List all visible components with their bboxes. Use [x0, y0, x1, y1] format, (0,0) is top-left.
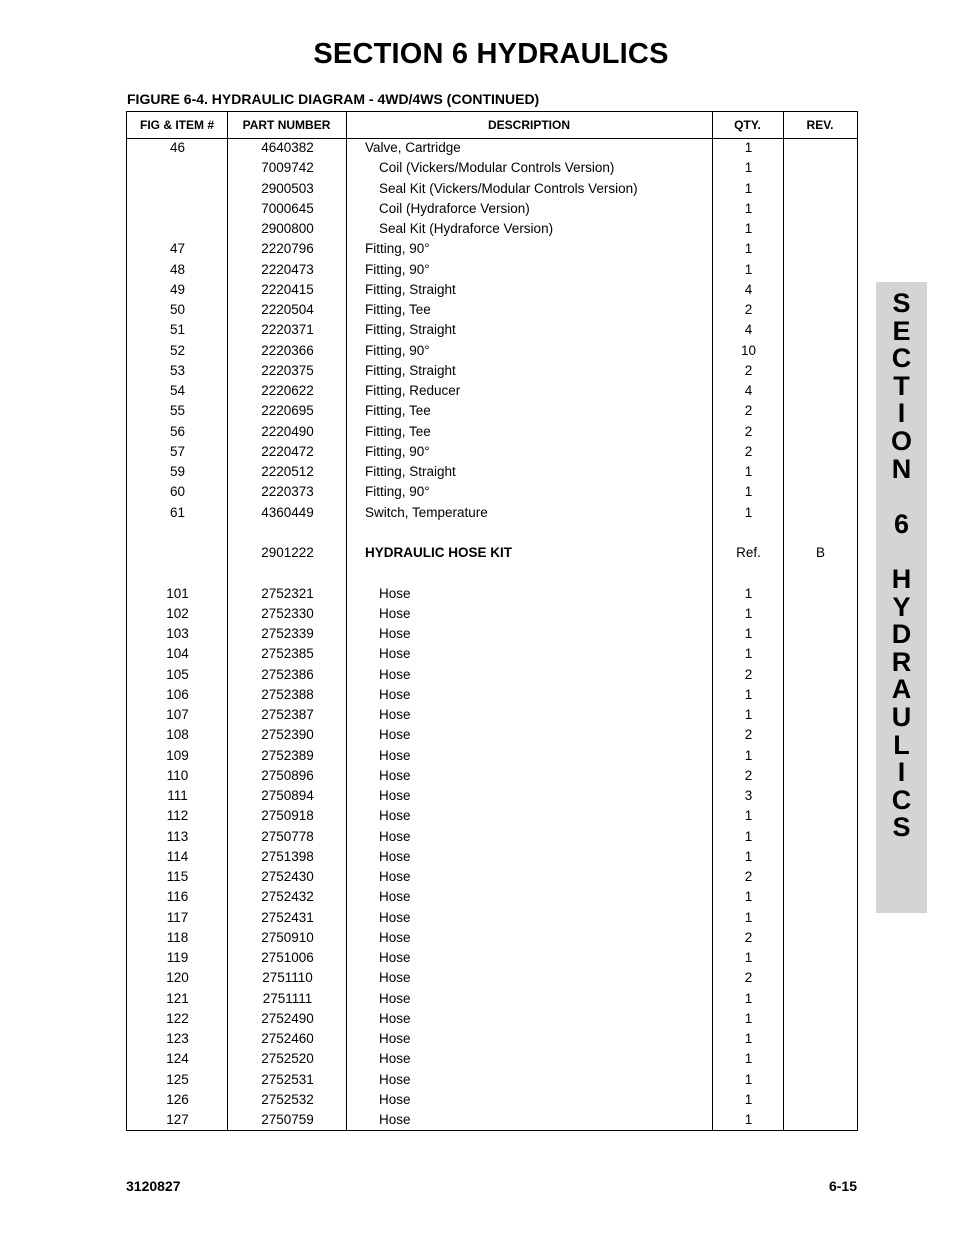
table-row: [127, 239, 857, 259]
table-row: [127, 158, 857, 178]
part-number-cell: 2900800: [261, 221, 314, 236]
table-row: [127, 1110, 857, 1130]
description-cell: Valve, Cartridge: [365, 140, 461, 155]
table-row: [127, 989, 857, 1009]
qty-cell: 1: [744, 828, 753, 844]
table-row: [127, 908, 857, 928]
part-number-cell: 2901222: [261, 545, 314, 560]
table-row: [127, 300, 857, 320]
document-number: 3120827: [126, 1178, 181, 1194]
qty-cell: 1: [744, 848, 753, 864]
table-row: [127, 219, 857, 239]
part-number-cell: 2220695: [261, 403, 314, 419]
description-cell: Hose: [379, 929, 411, 945]
table-row: [127, 644, 857, 664]
table-row: [127, 968, 857, 988]
table-row: [127, 948, 857, 968]
part-number-cell: 2752386: [261, 666, 314, 682]
description-cell: Switch, Temperature: [365, 504, 488, 520]
table-row: [127, 381, 857, 401]
description-cell: Fitting, Tee: [365, 403, 431, 419]
table-row: [127, 604, 857, 624]
description-cell: Hose: [379, 1071, 411, 1087]
fig-item-cell: 123: [166, 1031, 189, 1046]
table-row: [127, 1049, 857, 1069]
fig-item-cell: 106: [166, 686, 189, 702]
qty-cell: 4: [744, 281, 753, 297]
side-tab-letter: S: [892, 812, 911, 843]
part-number-cell: 2752387: [261, 707, 314, 722]
part-number-cell: 2752430: [261, 869, 314, 884]
part-number-cell: 2752432: [261, 889, 314, 905]
qty-cell: 1: [744, 464, 753, 479]
qty-cell: 1: [744, 180, 753, 196]
fig-item-cell: 116: [166, 889, 189, 905]
part-number-cell: 2752431: [261, 909, 314, 925]
part-number-cell: 2752389: [261, 747, 314, 763]
description-cell: Hose: [379, 869, 411, 884]
table-row: [127, 1090, 857, 1110]
part-number-cell: 4360449: [261, 504, 314, 520]
table-row: [127, 462, 857, 482]
table-row: [127, 624, 857, 644]
table-row: [127, 725, 857, 745]
part-number-cell: 2220415: [261, 281, 314, 297]
table-row: [127, 584, 857, 604]
side-tab-letter: I: [897, 398, 906, 429]
table-row: [127, 685, 857, 705]
description-cell: Fitting, 90°: [365, 443, 430, 459]
qty-cell: 2: [744, 970, 753, 986]
side-tab-letter: Y: [892, 591, 911, 622]
qty-cell: 1: [744, 1031, 753, 1046]
side-tab-letter: C: [891, 784, 912, 815]
fig-item-cell: 52: [169, 342, 186, 358]
description-cell: Hose: [379, 1091, 411, 1107]
part-number-cell: 2752390: [261, 727, 314, 743]
description-cell: Fitting, Tee: [365, 302, 431, 317]
qty-cell: 3: [744, 788, 753, 803]
fig-item-cell: 103: [166, 626, 189, 641]
part-number-cell: 7000645: [261, 200, 314, 216]
qty-cell: 1: [744, 605, 753, 621]
part-number-cell: 2220504: [261, 302, 314, 317]
table-row: [127, 1009, 857, 1029]
fig-item-cell: 115: [166, 869, 189, 884]
fig-item-cell: 102: [166, 605, 189, 621]
part-number-cell: 2220366: [261, 342, 314, 358]
description-cell: Fitting, 90°: [365, 241, 430, 257]
description-cell: Hose: [379, 727, 411, 743]
part-number-cell: 2220796: [261, 241, 314, 257]
description-cell: Hose: [379, 1010, 411, 1026]
description-cell: Hose: [379, 970, 411, 986]
figure-title: FIGURE 6-4. HYDRAULIC DIAGRAM - 4WD/4WS (CONTINUED): [127, 91, 540, 107]
fig-item-cell: 113: [166, 828, 189, 844]
header-description: DESCRIPTION: [487, 118, 570, 132]
part-number-cell: 2220373: [261, 484, 314, 500]
fig-item-cell: 108: [166, 727, 189, 743]
part-number-cell: 2751110: [262, 970, 313, 986]
side-tab-letter: O: [890, 426, 912, 456]
side-tab-letter: 6: [893, 508, 910, 539]
header-fig-item: FIG & ITEM #: [139, 118, 214, 132]
fig-item-cell: 112: [166, 808, 189, 824]
qty-cell: 1: [744, 686, 753, 702]
table-row: [127, 806, 857, 826]
qty-cell: 1: [744, 1010, 753, 1026]
side-tab-letter: A: [891, 674, 912, 705]
part-number-cell: 2751398: [261, 848, 314, 864]
description-cell: Seal Kit (Vickers/Modular Controls Version): [379, 180, 638, 196]
description-cell: Fitting, Straight: [365, 362, 456, 378]
description-cell: Hose: [379, 950, 411, 965]
part-number-cell: 2750896: [261, 767, 314, 783]
part-number-cell: 7009742: [261, 160, 314, 176]
table-row: [127, 442, 857, 462]
description-cell: Hose: [379, 605, 411, 621]
qty-cell: 1: [744, 707, 753, 722]
qty-cell: Ref.: [736, 545, 761, 560]
header-part-number: PART NUMBER: [242, 118, 331, 132]
qty-cell: 2: [744, 403, 753, 419]
part-number-cell: 2220371: [261, 322, 314, 338]
table-row: [127, 260, 857, 280]
table-row: [127, 422, 857, 442]
part-number-cell: 2752532: [261, 1091, 314, 1107]
part-number-cell: 2220490: [261, 423, 314, 439]
part-number-cell: 2752520: [261, 1051, 314, 1067]
table-row: [127, 867, 857, 887]
fig-item-cell: 120: [166, 970, 189, 986]
description-cell: Seal Kit (Hydraforce Version): [379, 221, 554, 236]
table-row: [127, 320, 857, 340]
qty-cell: 1: [744, 646, 753, 662]
side-tab-letter: D: [891, 619, 912, 650]
description-cell: Fitting, 90°: [365, 261, 430, 277]
qty-cell: 1: [744, 504, 753, 520]
qty-cell: 1: [744, 808, 753, 824]
table-row: [127, 138, 857, 158]
part-number-cell: 2900503: [261, 180, 314, 196]
fig-item-cell: 107: [166, 707, 189, 722]
description-cell: Fitting, 90°: [365, 484, 430, 500]
qty-cell: 1: [744, 585, 753, 601]
side-tab-letter: U: [891, 702, 912, 732]
part-number-cell: 2220472: [261, 443, 314, 459]
fig-item-cell: 122: [166, 1010, 189, 1026]
description-cell: Hose: [379, 990, 411, 1006]
table-row: [127, 341, 857, 361]
section-title: SECTION 6 HYDRAULICS: [313, 38, 669, 70]
qty-cell: 1: [744, 200, 753, 216]
table-row: [127, 361, 857, 381]
part-number-cell: 2750910: [261, 929, 314, 945]
qty-cell: 1: [744, 261, 753, 277]
table-row: [127, 786, 857, 806]
part-number-cell: 2750894: [261, 788, 314, 803]
fig-item-cell: 104: [166, 646, 189, 662]
table-row: [127, 543, 857, 563]
description-cell: Hose: [379, 1112, 411, 1127]
description-cell: Coil (Hydraforce Version): [379, 200, 530, 216]
qty-cell: 1: [744, 990, 753, 1006]
qty-cell: 1: [744, 140, 753, 155]
qty-cell: 2: [744, 423, 753, 439]
fig-item-cell: 110: [166, 767, 189, 783]
description-cell: HYDRAULIC HOSE KIT: [365, 545, 513, 560]
description-cell: Hose: [379, 788, 411, 803]
description-cell: Fitting, Straight: [365, 464, 456, 479]
fig-item-cell: 119: [166, 950, 189, 965]
description-cell: Hose: [379, 889, 411, 905]
qty-cell: 1: [744, 484, 753, 500]
side-tab-letter: N: [891, 453, 912, 484]
section-side-tab: [876, 282, 927, 913]
table-row: [127, 665, 857, 685]
description-cell: Fitting, 90°: [365, 342, 430, 358]
qty-cell: 1: [744, 889, 753, 905]
description-cell: Hose: [379, 666, 411, 682]
part-number-cell: 2750918: [261, 808, 314, 824]
description-cell: Hose: [379, 626, 411, 641]
table-row: [127, 887, 857, 907]
qty-cell: 1: [744, 909, 753, 925]
table-row: [127, 503, 857, 523]
fig-item-cell: 49: [169, 281, 186, 297]
qty-cell: 1: [744, 626, 753, 641]
part-number-cell: 2752330: [261, 605, 314, 621]
table-row: [127, 179, 857, 199]
qty-cell: 2: [744, 443, 753, 459]
fig-item-cell: 126: [166, 1091, 189, 1107]
qty-cell: 4: [744, 322, 753, 338]
side-tab-letter: E: [892, 315, 911, 346]
side-tab-letter: T: [893, 370, 910, 401]
table-row: [127, 401, 857, 421]
fig-item-cell: 47: [169, 241, 186, 257]
description-cell: Fitting, Reducer: [365, 383, 461, 398]
qty-cell: 1: [744, 160, 753, 176]
table-row: [127, 280, 857, 300]
qty-cell: 1: [744, 950, 753, 965]
qty-cell: 1: [744, 221, 753, 236]
description-cell: Hose: [379, 909, 411, 925]
description-cell: Hose: [379, 585, 411, 601]
part-number-cell: 2220473: [261, 261, 314, 277]
fig-item-cell: 59: [169, 464, 186, 479]
description-cell: Hose: [379, 1051, 411, 1067]
qty-cell: 2: [744, 869, 753, 884]
table-row: [127, 705, 857, 725]
description-cell: Fitting, Tee: [365, 423, 431, 439]
fig-item-cell: 114: [166, 848, 189, 864]
part-number-cell: 2751006: [261, 950, 314, 965]
page-number: 6-15: [828, 1178, 857, 1194]
fig-item-cell: 121: [166, 990, 189, 1006]
qty-cell: 1: [744, 1071, 753, 1087]
table-row: [127, 1029, 857, 1049]
part-number-cell: 2220622: [261, 383, 314, 398]
description-cell: Fitting, Straight: [365, 281, 456, 297]
fig-item-cell: 118: [166, 929, 189, 945]
side-tab-letter: C: [891, 343, 912, 374]
table-row: [127, 1070, 857, 1090]
fig-item-cell: 61: [169, 504, 186, 520]
fig-item-cell: 53: [169, 362, 186, 378]
qty-cell: 1: [744, 747, 753, 763]
table-row: [127, 746, 857, 766]
table-row: [127, 847, 857, 867]
side-tab-letter: S: [892, 288, 911, 318]
fig-item-cell: 54: [169, 383, 186, 398]
qty-cell: 2: [744, 929, 753, 945]
part-number-cell: 2752490: [261, 1010, 314, 1026]
part-number-cell: 2750778: [261, 828, 314, 844]
fig-item-cell: 48: [169, 261, 186, 277]
fig-item-cell: 55: [169, 403, 186, 419]
part-number-cell: 2220375: [261, 362, 314, 378]
qty-cell: 1: [744, 1051, 753, 1067]
side-tab-letter: R: [891, 646, 912, 677]
fig-item-cell: 117: [166, 909, 189, 925]
rev-cell: B: [815, 545, 825, 560]
part-number-cell: 2752531: [261, 1071, 314, 1087]
parts-table: [126, 111, 858, 1131]
qty-cell: 4: [744, 383, 753, 398]
part-number-cell: 2752385: [261, 646, 314, 662]
side-tab-letter: I: [897, 757, 906, 788]
description-cell: Hose: [379, 1031, 411, 1046]
table-row: [127, 482, 857, 502]
table-row: [127, 827, 857, 847]
part-number-cell: 4640382: [261, 140, 314, 155]
header-rev: REV.: [806, 118, 834, 132]
header-qty: QTY.: [734, 118, 761, 132]
table-row: [127, 199, 857, 219]
qty-cell: 1: [744, 1091, 753, 1107]
description-cell: Hose: [379, 707, 411, 722]
description-cell: Hose: [379, 767, 411, 783]
qty-cell: 1: [744, 1112, 753, 1127]
description-cell: Hose: [379, 646, 411, 662]
fig-item-cell: 46: [169, 140, 186, 155]
fig-item-cell: 124: [166, 1051, 189, 1067]
fig-item-cell: 60: [169, 484, 186, 500]
fig-item-cell: 125: [166, 1071, 189, 1087]
fig-item-cell: 105: [166, 666, 189, 682]
qty-cell: 2: [744, 666, 753, 682]
qty-cell: 2: [744, 362, 753, 378]
fig-item-cell: 56: [169, 423, 186, 439]
fig-item-cell: 51: [169, 322, 186, 338]
fig-item-cell: 127: [166, 1112, 189, 1127]
fig-item-cell: 111: [167, 788, 188, 803]
side-tab-letter: H: [891, 564, 912, 594]
fig-item-cell: 101: [166, 585, 189, 601]
qty-cell: 1: [744, 241, 753, 257]
side-tab-letter: L: [893, 729, 910, 760]
description-cell: Coil (Vickers/Modular Controls Version): [379, 160, 615, 176]
part-number-cell: 2752388: [261, 686, 314, 702]
fig-item-cell: 57: [169, 443, 186, 459]
part-number-cell: 2752460: [261, 1031, 314, 1046]
qty-cell: 2: [744, 727, 753, 743]
description-cell: Fitting, Straight: [365, 322, 456, 338]
part-number-cell: 2750759: [261, 1112, 314, 1127]
qty-cell: 2: [744, 302, 753, 317]
description-cell: Hose: [379, 747, 411, 763]
part-number-cell: 2751111: [262, 990, 313, 1006]
table-row: [127, 928, 857, 948]
fig-item-cell: 50: [169, 302, 186, 317]
description-cell: Hose: [379, 686, 411, 702]
description-cell: Hose: [379, 848, 411, 864]
description-cell: Hose: [379, 828, 411, 844]
qty-cell: 2: [744, 767, 753, 783]
table-row: [127, 766, 857, 786]
qty-cell: 10: [740, 342, 757, 358]
fig-item-cell: 109: [166, 747, 189, 763]
part-number-cell: 2220512: [261, 464, 314, 479]
description-cell: Hose: [379, 808, 411, 824]
part-number-cell: 2752321: [261, 585, 314, 601]
part-number-cell: 2752339: [261, 626, 314, 641]
